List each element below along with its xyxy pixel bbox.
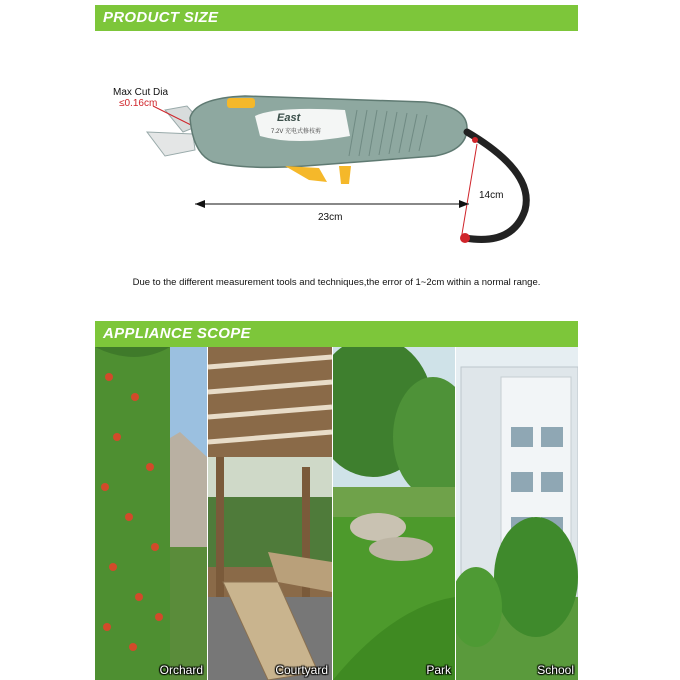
measurement-note: Due to the different measurement tools and techniques,the error of 1~2cm within a normal range. [132, 277, 541, 288]
max-cut-label: Max Cut Dia [113, 87, 169, 98]
appliance-scope-title: APPLIANCE SCOPE [103, 325, 251, 342]
appliance-scope-banner [95, 321, 578, 347]
safety-button [227, 98, 255, 108]
school-caption: School [537, 663, 574, 677]
courtyard-caption: Courtyard [275, 663, 328, 677]
length-label: 23cm [318, 212, 343, 223]
park-photo [333, 347, 455, 680]
label-panel [255, 109, 350, 141]
courtyard-photo [208, 347, 332, 680]
park-caption: Park [426, 663, 451, 677]
appliance-scope-gallery [95, 347, 578, 680]
product-size-banner [95, 5, 578, 31]
pruner-illustration [95, 32, 578, 272]
product-size-title: PRODUCT SIZE [103, 9, 219, 26]
orchard-caption: Orchard [159, 663, 203, 677]
strap-dimension-line [461, 144, 477, 240]
school-photo [456, 347, 578, 680]
blade-bottom [147, 132, 195, 156]
brand-logo: East [277, 112, 301, 124]
model-text: 7.2V 充电式修枝剪 [271, 129, 322, 135]
strap-label: 14cm [479, 190, 504, 201]
max-cut-value: ≤0.16cm [119, 98, 158, 109]
orchard-photo [95, 347, 207, 680]
product-size-section [95, 32, 578, 317]
trigger-lock [339, 166, 351, 184]
trigger [285, 166, 327, 182]
wrist-strap [465, 132, 526, 239]
